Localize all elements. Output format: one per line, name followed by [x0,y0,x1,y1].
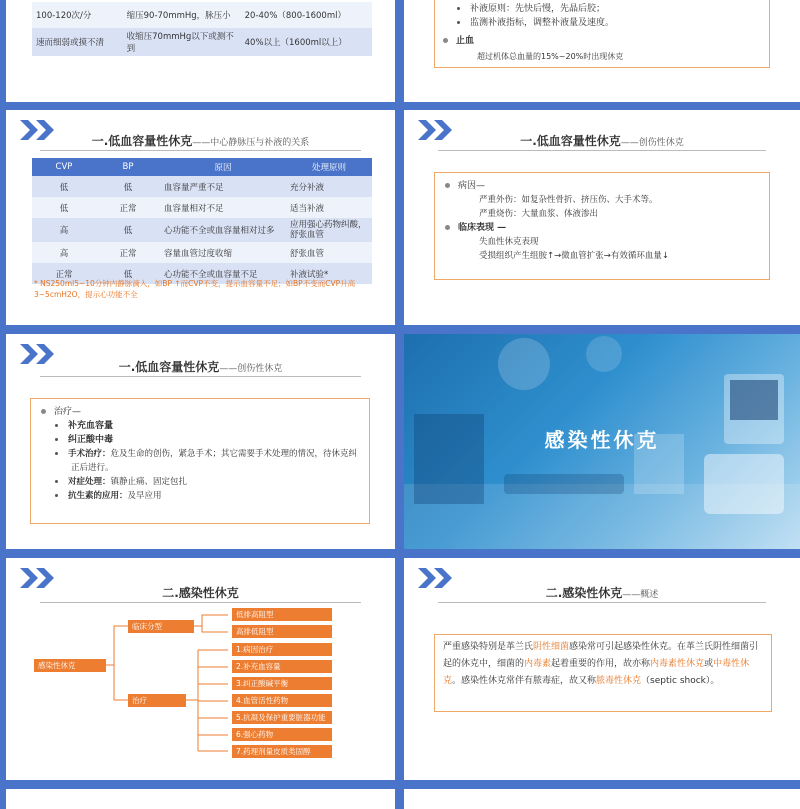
table-header-row [32,158,372,176]
mindmap-branch-treatment: 治疗 [128,694,186,707]
slide-top-left [6,0,395,102]
list-heading: 病因— [445,179,669,193]
slide-cvp [6,110,395,325]
list-item: 补充血容量 [55,419,363,433]
list-item: 抗生素的应用：及早应用 [55,489,363,503]
slide-title: 二.感染性休克 [162,586,239,600]
table-cell: 40%以上（1600ml以上） [241,28,372,56]
mindmap-leaf: 2.补充血容量 [232,660,332,673]
list-item: 严重烧伤：大量血浆、体液渗出 [479,209,599,219]
mindmap-leaf: 高排低阻型 [232,625,332,638]
table-cell: 100-120次/分 [32,2,123,28]
list-item: 严重外伤：如复杂性骨折、挤压伤、大手术等。 [479,195,658,205]
cvp-table [32,158,372,284]
column-header: 原因 [160,158,286,176]
table-row [32,28,372,56]
blood-loss-table [32,2,372,56]
list-item: 对症处理：镇静止痛、固定包扎 [55,475,363,489]
table-row: 低 低 血容量严重不足 充分补液 [32,176,372,197]
table-cell: 缩压90-70mmHg，脉压小 [123,2,241,28]
slide-title: 二.感染性休克——概述 [545,586,659,600]
mindmap-leaf: 1.病因治疗 [232,643,332,656]
table-row [32,2,372,28]
mindmap-leaf: 4.血管活性药物 [232,694,332,707]
table-row: 低 正常 血容量相对不足 适当补液 [32,197,372,218]
list-heading: 治疗— [41,405,363,419]
note-text: 超过机体总血量的15%~20%时出现休克 [477,52,624,61]
mindmap-leaf: 3.纠正酸碱平衡 [232,677,332,690]
overview-paragraph: 严重感染特别是革兰氏阴性细菌感染常可引起感染性休克。在革兰氏阴性细菌引起的休克中，细菌的内毒素起着重要的作用，故亦称内毒素性休克或中毒性休克。感染性休克常伴有脓毒症，故又称脓毒性休克（septic shock）。 [443,642,759,686]
content-box [434,172,770,280]
column-header: BP [96,158,160,176]
list-item: 纠正酸中毒 [55,433,363,447]
slide-top-right [404,0,800,102]
column-header: CVP [32,158,96,176]
mindmap-root: 感染性休克 [34,659,106,672]
list-heading: 临床表现 — [445,221,669,235]
mindmap-leaf: 6.强心药物 [232,728,332,741]
footnote: * NS250ml5~10分钟内静脉滴入，如BP ↑而CVP不变，提示血容量不足；如BP不变而CVP升高3~5cmH2O，提示心功能不全 [34,279,356,299]
list-item: 补液原则：先快后慢，先晶后胶； [457,2,623,16]
list-item: 受损组织产生组胺↑→微血管扩张→有效循环血量↓ [479,251,669,261]
mindmap-leaf: 低排高阻型 [232,608,332,621]
table-row: 高 低 心功能不全或血容量相对过多 应用强心药物纠酸，舒张血管 [32,218,372,242]
section-title: 感染性休克 [544,428,660,452]
list-heading: 止血 [443,34,623,48]
slide-section-cover [404,334,800,549]
slide-title: 一.低血容量性休克——创伤性休克 [118,360,283,374]
content-box [30,398,370,524]
list-item: 失血性休克表现 [479,237,539,247]
table-row: 高 正常 容量血管过度收缩 舒张血管 [32,242,372,263]
slide-bottom-right [404,789,800,809]
mindmap-leaf: 7.药理剂量皮质类固醇 [232,745,332,758]
content-box [434,0,770,68]
mindmap-branch-types: 临床分型 [128,620,194,633]
slide-title: 一.低血容量性休克——创伤性休克 [520,134,684,148]
content-box [434,634,772,712]
list-item: 监测补液指标，调整补液量及速度。 [457,16,623,30]
slide-bottom-left [6,789,395,809]
slide-title: 一.低血容量性休克——中心静脉压与补液的关系 [91,134,310,148]
slide-trauma-cause [404,110,800,325]
slide-trauma-treatment [6,334,395,549]
table-cell: 收缩压70mmHg以下或测不到 [123,28,241,56]
table-row: 正常 低 心功能不全或血容量不足 补液试验* [32,263,372,284]
slide-septic-overview [404,558,800,780]
list-item: 手术治疗：危及生命的创伤，紧急手术；其它需要手术处理的情况，待休克纠正后进行。 [55,447,363,475]
mindmap-leaf: 5.抗凝及保护重要脏器功能 [232,711,332,724]
column-header: 处理原则 [286,158,372,176]
slide-septic-mindmap [6,558,395,780]
table-cell: 速而细弱或摸不清 [32,28,123,56]
table-cell: 20-40%（800-1600ml） [241,2,372,28]
